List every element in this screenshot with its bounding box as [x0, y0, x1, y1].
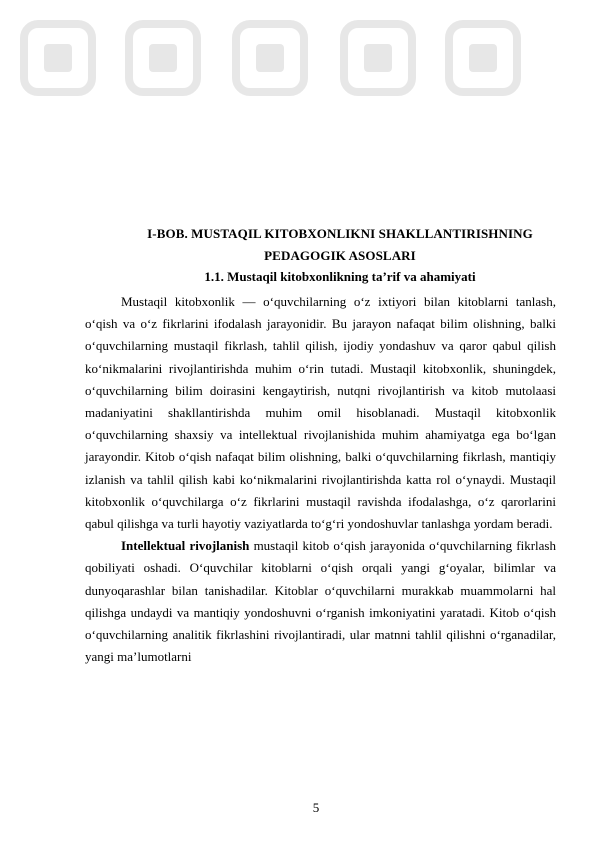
bold-term: Intellektual rivojlanish — [121, 538, 250, 554]
watermark-logo-icon — [125, 20, 201, 96]
page-number: 5 — [312, 800, 320, 815]
watermark — [0, 8, 595, 128]
paragraph: Mustaqil kitobxonlik — o‘quvchilarning o‘z ixtiyori bilan kitoblarni tanlash, o‘qish va o‘z fikrlarini ifodalash jarayonidir. Bu jarayon nafaqat bilim olishning, balki o‘quvchilarning mustaqil fikrlash, tahlil qilish, ijodiy yondashuv va qaror qabul qilish ko‘nikmalarini rivojlantirishda muhim o‘rin tutadi. Mustaqil kitobxonlik, shuningdek, o‘quvchilarning bilim doirasini kengaytirish, nutqni rivojlantirish va kitob mutolaasi madaniyatini shakllantirishda muhim omil hisoblanadi. Mustaqil kitobxonlik o‘quvchilarning shaxsiy va intellektual rivojlanishida muhim ahamiyatga ega bo‘lgan jarayondir. Kitob o‘qish nafaqat bilim olishning, balki o‘quvchilarning fikrlash, mantiqiy izlanish va tahlil qilish kabi ko‘nikmalarini rivojlantirishda katta rol o‘ynaydi. Mustaqil kitobxonlik o‘quvchilarga o‘z fikrlarini mustaqil ravishda ifodalashga, o‘z qarorlarini qabul qilishga va turli hayotiy vaziyatlarda to‘g‘ri yondoshuvlar tanlashga yordam beradi. — [85, 294, 556, 532]
watermark-logo-icon — [340, 20, 416, 96]
watermark-logo-icon — [232, 20, 308, 96]
paragraph — [85, 535, 556, 668]
body-text — [85, 291, 556, 668]
watermark-logo-icon — [445, 20, 521, 96]
paragraph-text: mustaqil kitob o‘qish jarayonida o‘quvchilarning fikrlash qobiliyati oshadi. O‘quvchilar kitoblarni o‘qish orqali yangi g‘oyalar, bilimlar va dunyoqarashlar bilan tanishadilar. Kitoblar o‘quvchilarni murakkab muammolarni hal qilishga undaydi va mantiqiy yondoshuvni o‘rganish imkoniyatini yaratadi. Kitob o‘qish o‘quvchilarning analitik fikrlashini rivojlantiradi, ular matnni tahlil qilishni o‘rganadilar, yangi ma’lumotlarni — [85, 538, 556, 665]
watermark-logo-icon — [20, 20, 96, 96]
chapter-heading: I-BOB. MUSTAQIL KITOBXONLIKNI SHAKLLANTIRISHNING PEDAGOGIK ASOSLARI — [147, 226, 533, 263]
section-heading: 1.1. Mustaqil kitobxonlikning ta’rif va ahamiyati — [204, 269, 476, 284]
